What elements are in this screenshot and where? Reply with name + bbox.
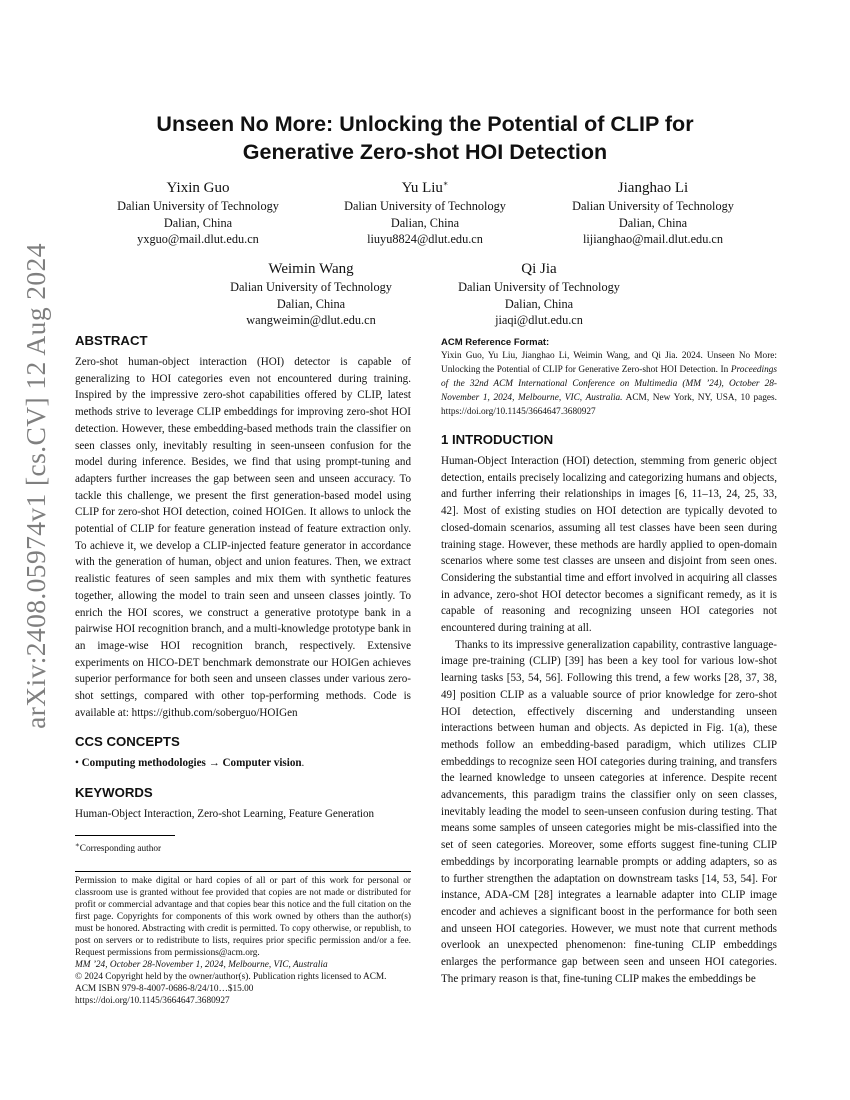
author-affiliation: Dalian University of Technology [458,280,620,294]
author-location: Dalian, China [390,215,460,230]
ccs-heading: CCS CONCEPTS [75,734,180,750]
footnote-rule [75,835,175,836]
author-location: Dalian, China [504,296,574,311]
right-column [441,336,777,988]
reference-format-heading: ACM Reference Format: [441,337,550,348]
left-column [75,332,411,1007]
author-location: Dalian, China [618,215,688,230]
footnote: ∗Corresponding author [75,840,162,854]
author-location: Dalian, China [163,215,233,230]
ccs-concepts: • Computing methodologies → Computer vision. [75,757,305,770]
keywords-text: Human-Object Interaction, Zero-shot Learning, Feature Generation [75,808,375,821]
author-affiliation: Dalian University of Technology [344,199,506,213]
permission-block [75,875,411,1007]
venue-line: MM ’24, October 28-November 1, 2024, Melbourne, VIC, Australia [75,959,328,970]
author-email: wangweimin@dlut.edu.cn [246,313,376,327]
permission-text: Permission to make digital or hard copies of all or part of this work for personal or classroom use is granted without fee provided that copies are not made or distributed for profit or commercial advantage and that copies bear this notice and the full citation on the first page. Copyrights for components of this work owned by others than the author(s) must be honored. Abstracting with credit is permitted. To copy otherwise, or republish, to post on servers or to redistribute to lists, requires prior specific permission and/or a fee. Request permissions from permissions@acm.org. [75,875,411,958]
doi-line: https://doi.org/10.1145/3664647.3680927 [75,995,230,1006]
author-block [310,174,540,248]
author-email: lijianghao@mail.dlut.edu.cn [582,232,724,246]
author-affiliation: Dalian University of Technology [230,280,392,294]
author-name: Weimin Wang [268,261,354,277]
copyright-line: © 2024 Copyright held by the owner/author(s). Publication rights licensed to ACM. [75,971,387,982]
author-name: Jianghao Li [617,180,689,196]
author-location: Dalian, China [276,296,346,311]
intro-paragraph-2: Thanks to its impressive generalization capability, contrastive language-image pre-training (CLIP) [39] has been a key tool for various low-shot learning tasks [53, 54, 56]. Following this trend, a few works [28, 37, 38, 49] position CLIP as a valuable source of prior knowledge for zero-shot HOI detection, effectively discerning and understanding unseen interactions between human and objects. As depicted in Fig. 1(a), these methods follow an embedding-based paradigm, which utilizes CLIP embeddings to recognize seen HOI categories during training, and transfers the learned knowledge to unseen categories at inference. Despite recent advancements, this paradigm trains the classifier only on seen classes, inevitably leading the model to seen-unseen confusion during testing. That means some samples of unseen categories might be mis-classified into the set of seen categories. Moreover, some efforts suggest fine-tuning CLIP embeddings by incorporating learnable prompts or adding adapters, so as to further strengthen the adaptation on downstream tasks [14, 53, 54]. For instance, ADA-CM [28] integrates a learnable adapter into CLIP image encoder and achieves a significant boost in the performance for both seen and unseen HOI categories. However, we must note that current methods overlook an unexpected phenomenon: fine-tuning CLIP embeddings enlarges the performance gap between seen and unseen HOI categories. The primary reason is that, fine-tuning CLIP makes the embeddings be [441,638,777,985]
author-name: Yixin Guo [166,180,230,196]
abstract-text: Zero-shot human-object interaction (HOI) detector is capable of generalizing to HOI categories even not encountered during training. Inspired by the impressive zero-shot capabilities offered by CLIP, latest methods strive to leverage CLIP embeddings for improving zero-shot HOI detection. However, these embedding-based methods train the classifier on seen classes only, inevitably resulting in seen-unseen confusion for the model during inference. Besides, we find that using prompt-tuning and adapters further increases the gap between seen and unseen accuracy. To tackle this challenge, we present the first generation-based model using CLIP for zero-shot HOI detection, coined HOIGen. It allows to unlock the potential of CLIP for feature generation instead of feature extraction only. To achieve it, we develop a CLIP-injected feature generator in accordance with the generation of human, object and union features. Then, we extract realistic features of seen samples and mix them with synthetic features together, allowing the model to train seen and unseen classes jointly. To enrich the HOI scores, we construct a generative prototype bank in a pairwise HOI recognition branch, and a multi-knowledge prototype bank in an image-wise HOI recognition branch, respectively. Extensive experiments on HICO-DET benchmark demonstrate our HOIGen achieves superior performance for both seen and unseen classes under various zero-shot settings, compared with other top-performing methods. Code is available at: https://github.com/soberguo/HOIGen [75,356,411,719]
author-email: jiaqi@dlut.edu.cn [495,313,583,327]
permission-rule [75,871,411,872]
arxiv-stamp [16,243,56,729]
author-block [83,174,313,248]
author-block [538,174,768,248]
abstract-heading: ABSTRACT [75,333,148,348]
arxiv-id: arXiv:2408.05974v1 [cs.CV] 12 Aug 2024 [20,243,52,729]
intro-paragraph-1: Human-Object Interaction (HOI) detection, stemming from generic object detection, entails precisely localizing and categorizing humans and objects, and further inferring their relationships in images [6, 11–13, 24, 25, 33, 42]. Most of existing studies on HOI detection are typically devoted to closed-domain scenarios, assuming all test classes have been seen during training stage. However, these methods are hardly applied to open-domain scenarios where some test classes are unseen and disjoint from seen ones. Considering the substantial time and effort involved in acquiring all classes in advance, zero-shot HOI detector becomes a significant remedy, as it is capable of reasoning and recognizing unseen HOI categories not encountered during training at all. [441,455,777,635]
paper-title [90,110,760,166]
author-name: Qi Jia [521,261,557,277]
author-block [424,255,654,329]
author-block [196,255,426,329]
author-name: Yu Liu∗ [401,179,449,196]
title-line-2: Generative Zero-shot HOI Detection [242,140,608,164]
author-email: yxguo@mail.dlut.edu.cn [137,232,259,246]
reference-format-text: Yixin Guo, Yu Liu, Jianghao Li, Weimin Wang, and Qi Jia. 2024. Unseen No More: Unlocking the Potential of CLIP for Generative Zero-shot HOI Detection. In Proceedings of the 32nd ACM International Conference on Multimedia (MM ’24), October 28-November 1, 2024, Melbourne, VIC, Australia. ACM, New York, NY, USA, 10 pages. https://doi.org/10.1145/3664647.3680927 [441,351,777,417]
title-line-1: Unseen No More: Unlocking the Potential of CLIP for [156,112,694,136]
keywords-heading: KEYWORDS [75,785,153,801]
introduction-heading: 1 INTRODUCTION [441,432,554,447]
isbn-line: ACM ISBN 979-8-4007-0686-8/24/10…$15.00 [75,983,254,994]
author-affiliation: Dalian University of Technology [117,199,279,213]
author-affiliation: Dalian University of Technology [572,199,734,213]
author-email: liuyu8824@dlut.edu.cn [367,232,483,246]
